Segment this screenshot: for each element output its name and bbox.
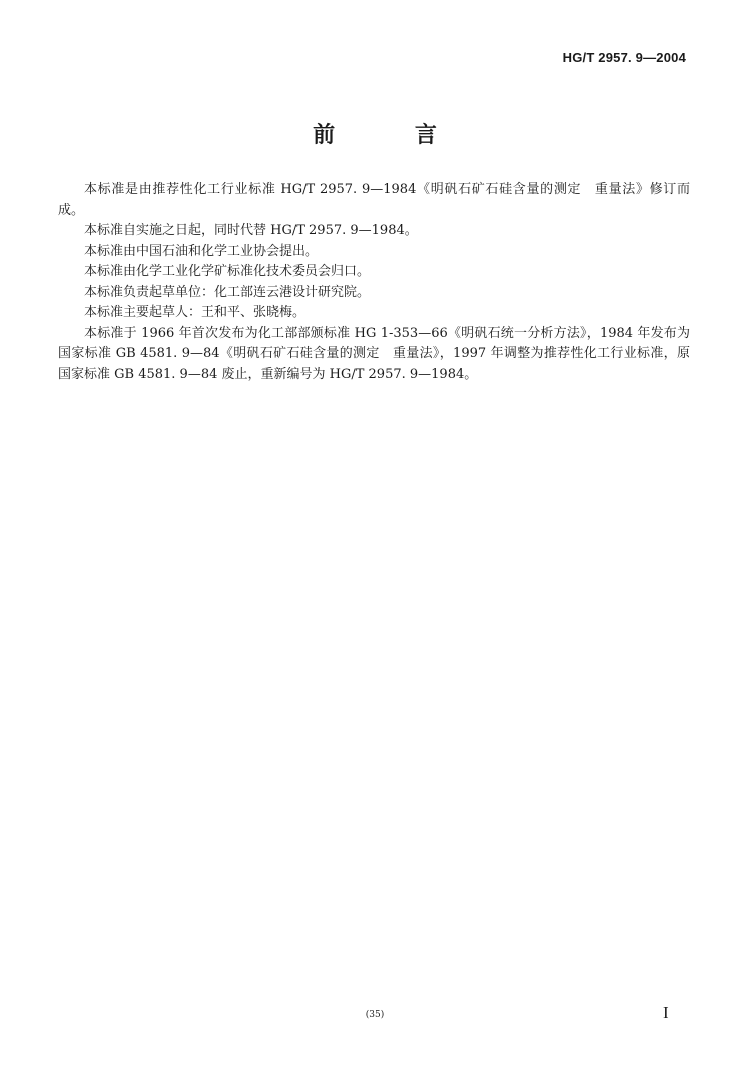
roman-page-number: I bbox=[663, 1003, 669, 1022]
standard-code: HG/T 2957. 9—2004 bbox=[562, 50, 686, 65]
paragraph-drafters: 本标准主要起草人：王和平、张晓梅。 bbox=[84, 305, 306, 320]
page-title: 前 言 bbox=[313, 123, 473, 148]
page-number: (35) bbox=[365, 1010, 385, 1020]
paragraph-drafting-unit: 本标准负责起草单位：化工部连云港设计研究院。 bbox=[84, 284, 371, 300]
paragraph-committee: 本标准由化学工业化学矿标准化技术委员会归口。 bbox=[84, 264, 371, 279]
paragraph-replacement: 本标准自实施之日起，同时代替 HG/T 2957. 9—1984。 bbox=[84, 223, 418, 238]
paragraph-revision-source: 本标准是由推荐性化工行业标准 HG/T 2957. 9—1984《明矾石矿石硅含量的测定 重量法》修订而成。 bbox=[58, 182, 690, 218]
foreword-body bbox=[58, 180, 690, 385]
paragraph-proposer: 本标准由中国石油和化学工业协会提出。 bbox=[84, 243, 319, 259]
paragraph-history: 本标准于 1966 年首次发布为化工部部颁标准 HG 1-353—66《明矾石统一分析方法》，1984 年发布为国家标准 GB 4581. 9—84《明矾石矿石硅含量的测定 重量法》，1997 年调整为推荐性化工行业标准，原国家标准 GB 4581. 9—84 废止，重新编号为 HG/T 2957. 9—1984。 bbox=[58, 325, 690, 382]
